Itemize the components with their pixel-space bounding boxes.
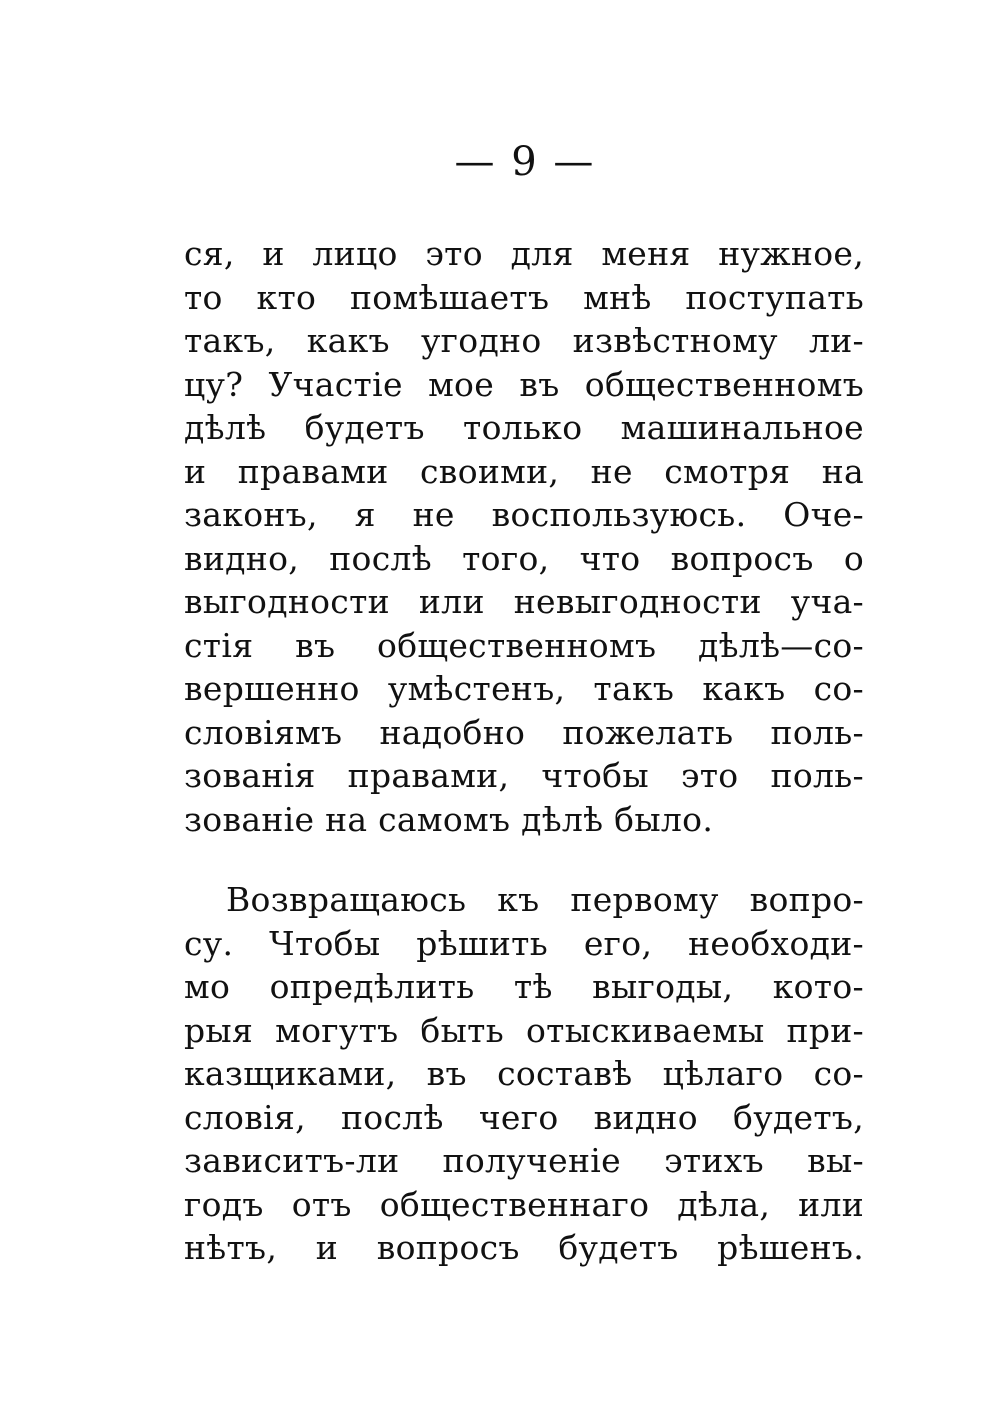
text-line: зависитъ-ли полученіе этихъ вы- [184, 1141, 864, 1180]
paragraph-1 [184, 232, 864, 841]
text-line: словіямъ надобно пожелать поль- [184, 712, 864, 752]
text-line: ся, и лицо это для меня нужное, [184, 234, 864, 273]
text-line: выгодности или невыгодности уча- [184, 582, 864, 621]
text-line: видно, послѣ того, что вопросъ о [184, 538, 864, 578]
text-line: мо опредѣлить тѣ выгоды, кото- [184, 967, 864, 1006]
paragraph-2 [184, 878, 864, 1270]
text-line: вершенно умѣстенъ, такъ какъ со- [184, 669, 864, 708]
page-number: — 9 — [454, 139, 596, 185]
text-line: словія, послѣ чего видно будетъ, [184, 1097, 864, 1137]
text-line: Возвращаюсь къ первому вопро- [226, 880, 864, 919]
text-line: рыя могутъ быть отыскиваемы при- [184, 1010, 864, 1050]
text-line: годъ отъ общественнаго дѣла, или [184, 1184, 864, 1224]
text-line: законъ, я не воспользуюсь. Оче- [184, 495, 864, 534]
text-line: зованія правами, чтобы это поль- [184, 756, 864, 795]
text-line: зованіе на самомъ дѣлѣ было. [184, 799, 714, 839]
text-line: то кто помѣшаетъ мнѣ поступать [184, 277, 864, 317]
text-line: дѣлѣ будетъ только машинальное [184, 408, 864, 447]
text-line: и правами своими, не смотря на [184, 451, 864, 491]
text-line: такъ, какъ угодно извѣстному ли- [184, 321, 864, 360]
text-line: казщиками, въ составѣ цѣлаго со- [184, 1054, 864, 1093]
text-line: су. Чтобы рѣшить его, необходи- [184, 923, 864, 963]
text-line: стія въ общественномъ дѣлѣ—со- [184, 625, 864, 665]
text-line: нѣтъ, и вопросъ будетъ рѣшенъ. [184, 1228, 864, 1267]
text-line: цу? Участіе мое въ общественномъ [184, 364, 864, 404]
